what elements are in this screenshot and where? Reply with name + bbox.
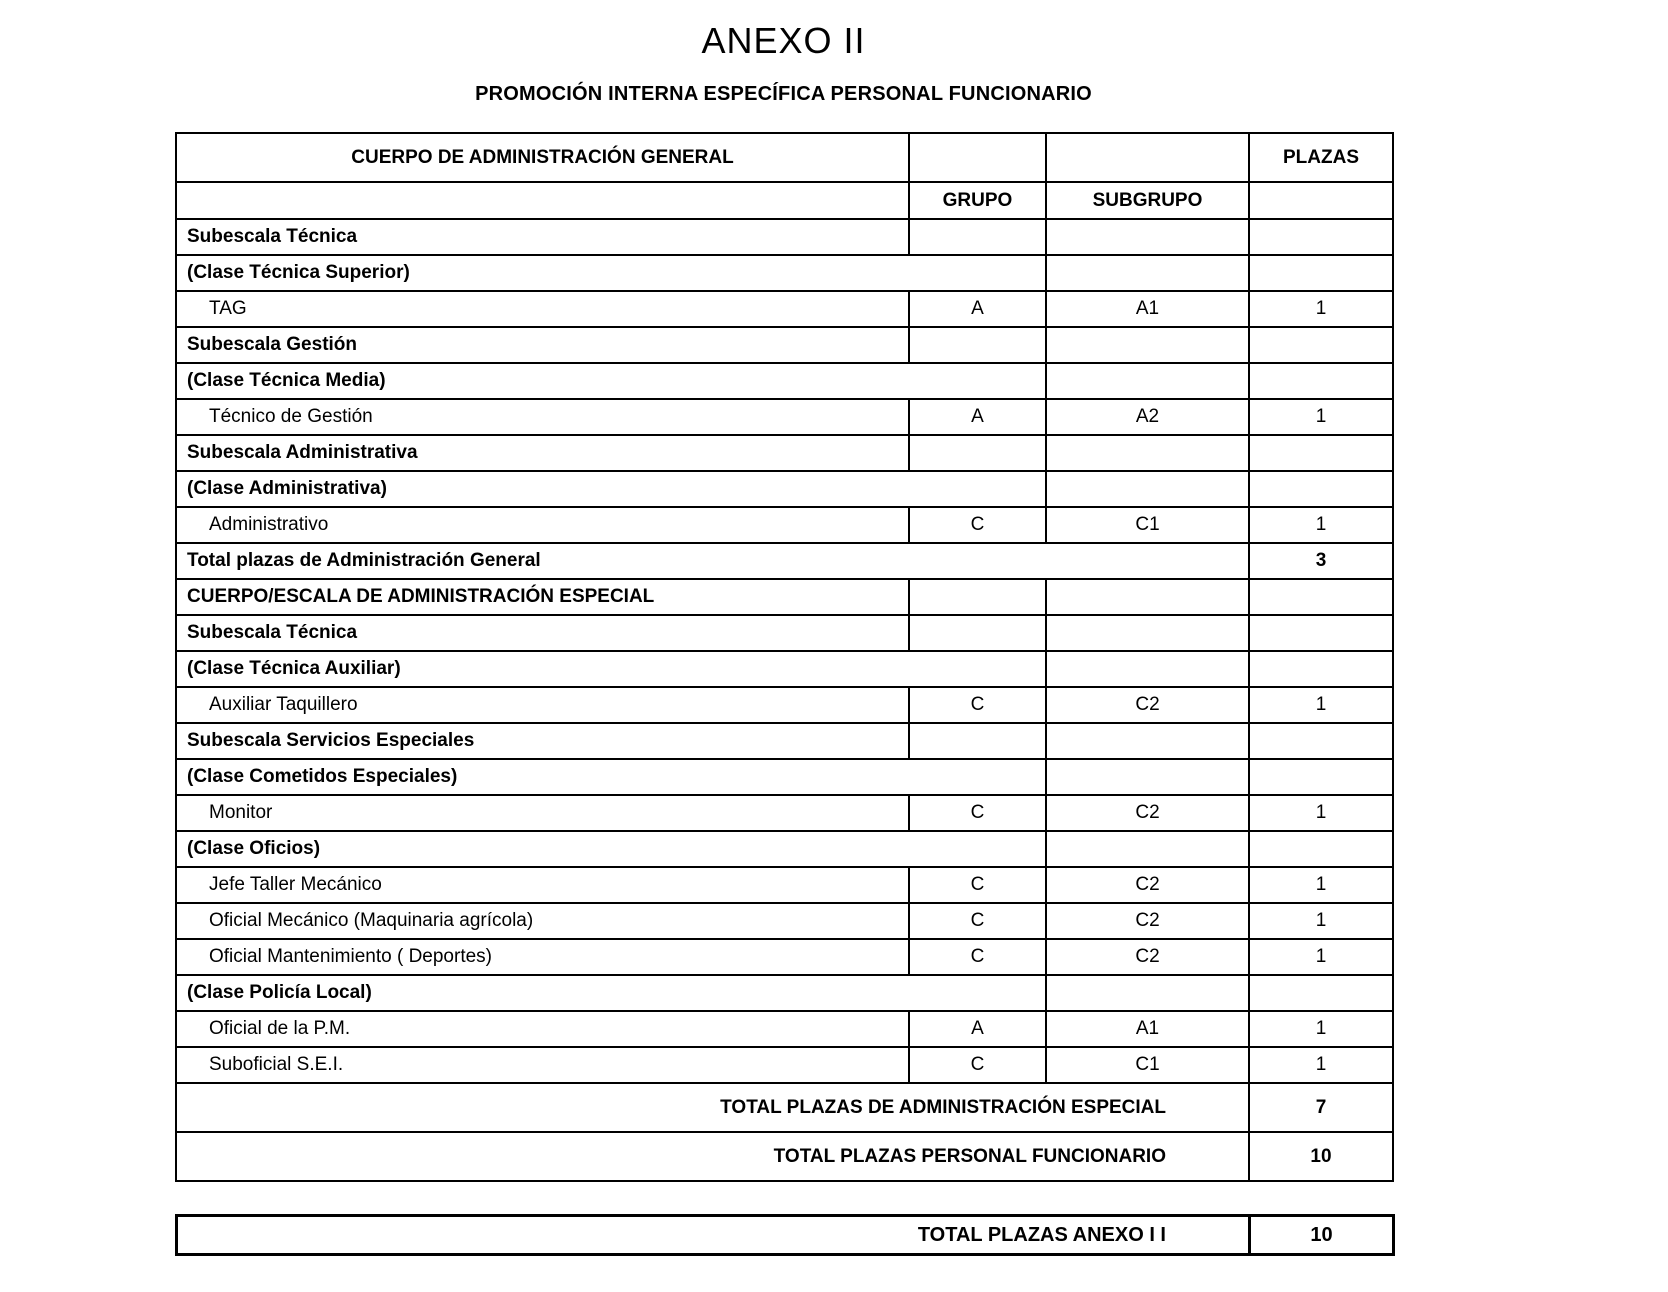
subgrupo-cell: C2 — [1046, 939, 1249, 975]
table-row — [176, 1132, 1393, 1181]
table-row — [176, 615, 1393, 651]
row-label-cell: (Clase Policía Local) — [176, 975, 1046, 1011]
grupo-cell — [909, 579, 1046, 615]
table-row — [176, 219, 1393, 255]
grupo-cell: A — [909, 399, 1046, 435]
subgrupo-cell — [1046, 327, 1249, 363]
plazas-cell: 3 — [1249, 543, 1393, 579]
plazas-cell — [1249, 327, 1393, 363]
grupo-cell: C — [909, 903, 1046, 939]
grupo-cell — [909, 435, 1046, 471]
row-label-cell: Técnico de Gestión — [176, 399, 909, 435]
anexo-total-table — [175, 1214, 1395, 1256]
empty-cell — [909, 133, 1046, 182]
plazas-cell: 7 — [1249, 1083, 1393, 1132]
staff-positions-table — [175, 132, 1394, 1182]
table-row — [176, 975, 1393, 1011]
table-body — [176, 219, 1393, 1181]
plazas-cell: 10 — [1249, 1132, 1393, 1181]
subgrupo-cell — [1046, 759, 1249, 795]
row-label-cell: TOTAL PLAZAS PERSONAL FUNCIONARIO — [176, 1132, 1249, 1181]
row-label-cell: Total plazas de Administración General — [176, 543, 1249, 579]
grupo-cell: C — [909, 1047, 1046, 1083]
plazas-cell — [1249, 975, 1393, 1011]
subgrupo-cell: A1 — [1046, 291, 1249, 327]
subgrupo-cell — [1046, 471, 1249, 507]
row-label-cell: (Clase Técnica Media) — [176, 363, 1046, 399]
row-label-cell: Administrativo — [176, 507, 909, 543]
empty-cell — [176, 182, 909, 219]
subgrupo-cell: C1 — [1046, 507, 1249, 543]
subgrupo-cell — [1046, 255, 1249, 291]
plazas-cell: 1 — [1249, 1047, 1393, 1083]
plazas-cell: 1 — [1249, 939, 1393, 975]
table-row — [176, 255, 1393, 291]
table-row — [176, 543, 1393, 579]
subgrupo-cell: C2 — [1046, 867, 1249, 903]
row-label-cell: TAG — [176, 291, 909, 327]
subgrupo-cell — [1046, 975, 1249, 1011]
plazas-cell — [1249, 651, 1393, 687]
table-row — [176, 579, 1393, 615]
table-row — [176, 291, 1393, 327]
subgrupo-cell: A1 — [1046, 1011, 1249, 1047]
table-header-row — [176, 133, 1393, 182]
row-label-cell: CUERPO/ESCALA DE ADMINISTRACIÓN ESPECIAL — [176, 579, 909, 615]
plazas-cell — [1249, 471, 1393, 507]
grupo-cell — [909, 723, 1046, 759]
row-label-cell: (Clase Administrativa) — [176, 471, 1046, 507]
grupo-cell — [909, 219, 1046, 255]
row-label-cell: Monitor — [176, 795, 909, 831]
table-title-cell: CUERPO DE ADMINISTRACIÓN GENERAL — [176, 133, 909, 182]
plazas-cell — [1249, 831, 1393, 867]
grupo-cell: C — [909, 795, 1046, 831]
row-label-cell: (Clase Oficios) — [176, 831, 1046, 867]
subgrupo-cell: C2 — [1046, 903, 1249, 939]
plazas-cell — [1249, 759, 1393, 795]
plazas-cell: 1 — [1249, 687, 1393, 723]
row-label-cell: (Clase Técnica Superior) — [176, 255, 1046, 291]
plazas-header-cell: PLAZAS — [1249, 133, 1393, 182]
row-label-cell: (Clase Técnica Auxiliar) — [176, 651, 1046, 687]
row-label-cell: Auxiliar Taquillero — [176, 687, 909, 723]
anexo-total-value-cell: 10 — [1250, 1216, 1394, 1255]
table-row — [176, 831, 1393, 867]
anexo-total-label-cell: TOTAL PLAZAS ANEXO I I — [177, 1216, 1250, 1255]
plazas-cell: 1 — [1249, 903, 1393, 939]
table-row — [176, 1047, 1393, 1083]
row-label-cell: Subescala Técnica — [176, 219, 909, 255]
subgrupo-cell — [1046, 615, 1249, 651]
plazas-cell — [1249, 363, 1393, 399]
empty-cell — [1249, 182, 1393, 219]
plazas-cell: 1 — [1249, 795, 1393, 831]
subgrupo-cell — [1046, 723, 1249, 759]
row-label-cell: Jefe Taller Mecánico — [176, 867, 909, 903]
row-label-cell: Suboficial S.E.I. — [176, 1047, 909, 1083]
subgrupo-cell: A2 — [1046, 399, 1249, 435]
row-label-cell: TOTAL PLAZAS DE ADMINISTRACIÓN ESPECIAL — [176, 1083, 1249, 1132]
plazas-cell — [1249, 219, 1393, 255]
subgrupo-cell: C1 — [1046, 1047, 1249, 1083]
grupo-cell — [909, 615, 1046, 651]
page-title: ANEXO II — [701, 20, 866, 61]
table-row — [176, 759, 1393, 795]
table-row — [176, 399, 1393, 435]
table-row — [176, 435, 1393, 471]
grupo-cell: C — [909, 867, 1046, 903]
plazas-cell — [1249, 255, 1393, 291]
table-row — [176, 795, 1393, 831]
plazas-cell: 1 — [1249, 507, 1393, 543]
grupo-cell: A — [909, 291, 1046, 327]
table-row — [176, 939, 1393, 975]
plazas-cell: 1 — [1249, 291, 1393, 327]
table-row — [176, 651, 1393, 687]
grupo-cell: C — [909, 507, 1046, 543]
table-row — [176, 1083, 1393, 1132]
table-row — [176, 723, 1393, 759]
document-content — [175, 0, 1392, 1256]
plazas-cell — [1249, 723, 1393, 759]
grupo-cell: A — [909, 1011, 1046, 1047]
row-label-cell: Oficial de la P.M. — [176, 1011, 909, 1047]
subgrupo-cell: C2 — [1046, 687, 1249, 723]
page-subtitle: PROMOCIÓN INTERNA ESPECÍFICA PERSONAL FUNCIONARIO — [475, 83, 1092, 106]
table-row — [176, 363, 1393, 399]
subgrupo-cell — [1046, 831, 1249, 867]
table-row — [176, 903, 1393, 939]
row-label-cell: Oficial Mecánico (Maquinaria agrícola) — [176, 903, 909, 939]
row-label-cell: Subescala Administrativa — [176, 435, 909, 471]
subgrupo-cell — [1046, 219, 1249, 255]
empty-cell — [1046, 133, 1249, 182]
table-row — [176, 687, 1393, 723]
row-label-cell: Oficial Mantenimiento ( Deportes) — [176, 939, 909, 975]
subgrupo-cell — [1046, 651, 1249, 687]
row-label-cell: Subescala Servicios Especiales — [176, 723, 909, 759]
subgrupo-cell: C2 — [1046, 795, 1249, 831]
table-row — [176, 471, 1393, 507]
table-row — [176, 327, 1393, 363]
plazas-cell — [1249, 615, 1393, 651]
plazas-cell: 1 — [1249, 1011, 1393, 1047]
table-row — [176, 507, 1393, 543]
plazas-cell: 1 — [1249, 867, 1393, 903]
table-subheader-row — [176, 182, 1393, 219]
grupo-cell — [909, 327, 1046, 363]
grupo-header-cell: GRUPO — [909, 182, 1046, 219]
table-row — [176, 867, 1393, 903]
grupo-cell: C — [909, 687, 1046, 723]
anexo-total-row — [177, 1216, 1394, 1255]
row-label-cell: Subescala Gestión — [176, 327, 909, 363]
row-label-cell: Subescala Técnica — [176, 615, 909, 651]
plazas-cell: 1 — [1249, 399, 1393, 435]
subgrupo-cell — [1046, 579, 1249, 615]
table-header-section — [176, 133, 1393, 219]
plazas-cell — [1249, 579, 1393, 615]
subgrupo-cell — [1046, 435, 1249, 471]
subgrupo-cell — [1046, 363, 1249, 399]
plazas-cell — [1249, 435, 1393, 471]
row-label-cell: (Clase Cometidos Especiales) — [176, 759, 1046, 795]
table-row — [176, 1011, 1393, 1047]
subgrupo-header-cell: SUBGRUPO — [1046, 182, 1249, 219]
grupo-cell: C — [909, 939, 1046, 975]
